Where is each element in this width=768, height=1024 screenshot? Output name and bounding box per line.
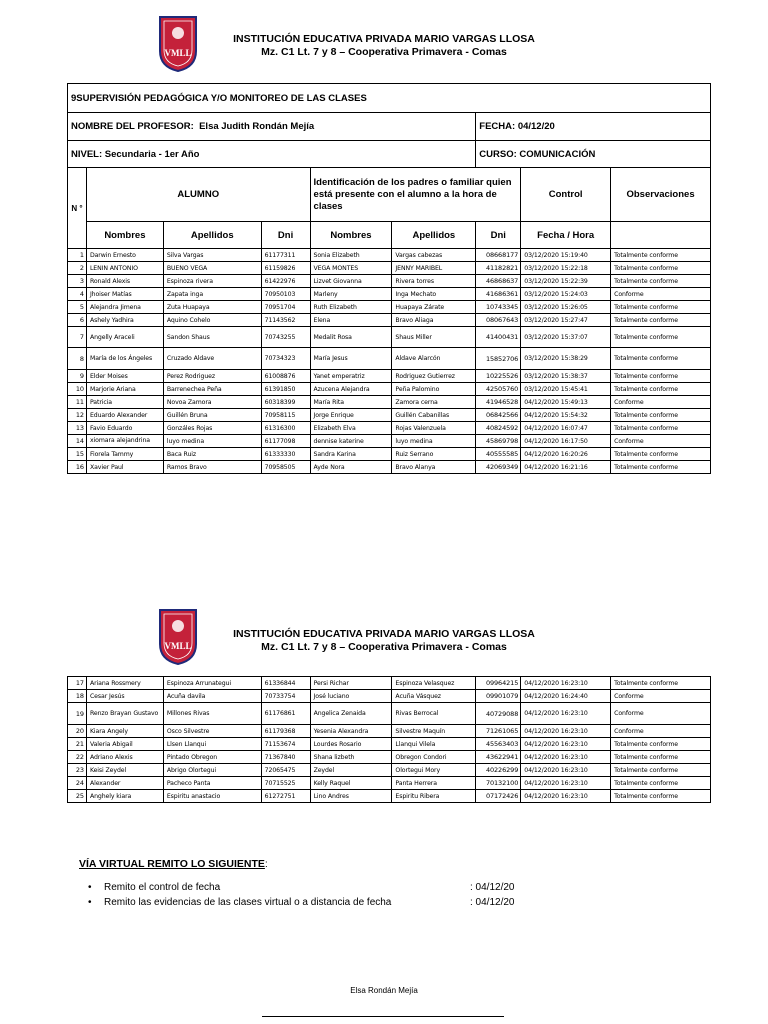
table-cell: Silvestre Maquín	[392, 725, 476, 738]
table-cell: María de los Ángeles	[86, 348, 163, 370]
table-cell: 19	[68, 703, 87, 725]
table-row	[68, 790, 711, 803]
table-cell: 03/12/2020 15:38:29	[521, 348, 611, 370]
column-apellidos: Apellidos	[163, 222, 261, 249]
table-cell: Yesenia Alexandra	[310, 725, 392, 738]
table-cell: Totalmente conforme	[611, 448, 711, 461]
table-cell: 08067643	[476, 314, 521, 327]
table-cell: 04/12/2020 16:23:10	[521, 764, 611, 777]
table-cell: Totalmente conforme	[611, 249, 711, 262]
table-cell: Alexander	[86, 777, 163, 790]
column-observaciones: Observaciones	[611, 168, 711, 222]
table-cell: Millones Rivas	[163, 703, 261, 725]
table-cell: 61272751	[261, 790, 310, 803]
table-cell: Shana lizbeth	[310, 751, 392, 764]
table-row	[68, 383, 711, 396]
level-row	[68, 141, 476, 168]
course-value: COMUNICACIÓN	[519, 148, 596, 160]
column-alumno: ALUMNO	[86, 168, 310, 222]
table-cell: María Jesus	[310, 348, 392, 370]
table-cell: Rojas Valenzuela	[392, 422, 476, 435]
table-cell: Totalmente conforme	[611, 327, 711, 348]
table-cell: 04/12/2020 16:23:10	[521, 751, 611, 764]
table-cell: dennise katerine	[310, 435, 392, 448]
table-cell: Pintado Obregon	[163, 751, 261, 764]
table-cell: 25	[68, 790, 87, 803]
table-cell: 04/12/2020 16:07:47	[521, 422, 611, 435]
table-cell: Espiritu anastacio	[163, 790, 261, 803]
monitoring-table	[67, 83, 711, 474]
teacher-row	[68, 113, 476, 141]
institution-address: Mz. C1 Lt. 7 y 8 – Cooperativa Primavera - Comas	[261, 46, 507, 58]
table-cell: Totalmente conforme	[611, 751, 711, 764]
table-cell: Bravo Aliaga	[392, 314, 476, 327]
table-cell: 43622941	[476, 751, 521, 764]
table-cell: 07172426	[476, 790, 521, 803]
column-parent-nombres: Nombres	[310, 222, 392, 249]
table-cell: 03/12/2020 15:22:18	[521, 262, 611, 275]
table-cell: Conforme	[611, 703, 711, 725]
table-cell: Cruzado Aldave	[163, 348, 261, 370]
table-cell: luyo medina	[392, 435, 476, 448]
table-cell: Angelica Zenaida	[310, 703, 392, 725]
table-cell: 60318399	[261, 396, 310, 409]
table-row	[68, 396, 711, 409]
table-cell: Guillén Bruna	[163, 409, 261, 422]
table-cell: 04/12/2020 16:20:26	[521, 448, 611, 461]
table-cell: Pacheco Panta	[163, 777, 261, 790]
table-cell: Darwin Ernesto	[86, 249, 163, 262]
table-cell: Lourdes Rosario	[310, 738, 392, 751]
table-cell: Inga Mechato	[392, 288, 476, 301]
table-cell: José luciano	[310, 690, 392, 703]
table-cell: 15852706	[476, 348, 521, 370]
table-cell: 61177311	[261, 249, 310, 262]
table-row	[68, 327, 711, 348]
table-cell: Obregon Condori	[392, 751, 476, 764]
table-cell: Conforme	[611, 725, 711, 738]
teacher-label: NOMBRE DEL PROFESOR:	[71, 121, 194, 132]
table-cell: 04/12/2020 16:17:50	[521, 435, 611, 448]
table-cell: xiomara alejandrina	[86, 435, 163, 448]
table-cell: Totalmente conforme	[611, 790, 711, 803]
table-cell: Huapaya Zárate	[392, 301, 476, 314]
level-label: NIVEL:	[71, 148, 103, 160]
table-cell: María Rita	[310, 396, 392, 409]
table-cell: 04/12/2020 16:24:40	[521, 690, 611, 703]
table-cell: 10743345	[476, 301, 521, 314]
table-row	[68, 435, 711, 448]
table-cell: Totalmente conforme	[611, 409, 711, 422]
table-cell: 09964215	[476, 677, 521, 690]
table-row	[68, 370, 711, 383]
table-cell: 12	[68, 409, 87, 422]
table-cell: Llanqui Vilela	[392, 738, 476, 751]
table-row	[68, 751, 711, 764]
table-cell: Aldave Alarcón	[392, 348, 476, 370]
table-cell: Zuta Huapaya	[163, 301, 261, 314]
table-cell: 24	[68, 777, 87, 790]
table-cell: 41686361	[476, 288, 521, 301]
table-cell: Sonia Elizabeth	[310, 249, 392, 262]
table-cell: 04/12/2020 16:23:10	[521, 725, 611, 738]
table-cell: 71367840	[261, 751, 310, 764]
bullet-icon: •	[88, 897, 92, 908]
table-row	[68, 777, 711, 790]
table-cell: Vargas cabezas	[392, 249, 476, 262]
table-cell: Olortegui Mory	[392, 764, 476, 777]
table-cell: Totalmente conforme	[611, 314, 711, 327]
table-cell: 3	[68, 275, 87, 288]
table-cell: 41946528	[476, 396, 521, 409]
table-cell: 15	[68, 448, 87, 461]
table-cell: 70950103	[261, 288, 310, 301]
table-cell: 61391850	[261, 383, 310, 396]
table-cell: Keisi Zeydel	[86, 764, 163, 777]
monitoring-table-continued	[67, 676, 711, 803]
table-cell: Elena	[310, 314, 392, 327]
table-cell: 20	[68, 725, 87, 738]
table-cell: Espinoza rivera	[163, 275, 261, 288]
column-number: N °	[68, 168, 87, 249]
table-cell: 03/12/2020 15:22:39	[521, 275, 611, 288]
table-cell: 5	[68, 301, 87, 314]
table-cell: Totalmente conforme	[611, 262, 711, 275]
table-cell: Patricia	[86, 396, 163, 409]
date-label: FECHA:	[479, 121, 516, 132]
table-cell: 61176861	[261, 703, 310, 725]
institution-name: INSTITUCIÓN EDUCATIVA PRIVADA MARIO VARGAS LLOSA	[233, 628, 535, 640]
table-cell: 41400431	[476, 327, 521, 348]
table-cell: Azucena Alejandra	[310, 383, 392, 396]
table-cell: 04/12/2020 16:23:10	[521, 777, 611, 790]
table-cell: Conforme	[611, 396, 711, 409]
table-cell: 70958505	[261, 461, 310, 474]
table-row	[68, 690, 711, 703]
table-cell: Zapata inga	[163, 288, 261, 301]
table-cell: 13	[68, 422, 87, 435]
table-cell: Perez Rodriguez	[163, 370, 261, 383]
table-cell: Rivas Berrocal	[392, 703, 476, 725]
table-cell: 61177098	[261, 435, 310, 448]
table-cell: 70958115	[261, 409, 310, 422]
table-row	[68, 422, 711, 435]
table-cell: 03/12/2020 15:27:47	[521, 314, 611, 327]
table-row	[68, 348, 711, 370]
table-cell: Angelly Araceli	[86, 327, 163, 348]
table-cell: Ronald Alexis	[86, 275, 163, 288]
table-cell: 03/12/2020 15:24:03	[521, 288, 611, 301]
table-cell: Ashely Yadhira	[86, 314, 163, 327]
institution-name: INSTITUCIÓN EDUCATIVA PRIVADA MARIO VARGAS LLOSA	[233, 33, 535, 45]
table-cell: 21	[68, 738, 87, 751]
list-item: • Remito el control de fecha : 04/12/20	[88, 882, 515, 893]
table-cell: 09901079	[476, 690, 521, 703]
table-cell: 70132100	[476, 777, 521, 790]
table-cell: Cesar Jesús	[86, 690, 163, 703]
table-cell: 40824592	[476, 422, 521, 435]
table-cell: 10225526	[476, 370, 521, 383]
table-cell: Lino Andres	[310, 790, 392, 803]
table-cell: Yanet emperatriz	[310, 370, 392, 383]
table-cell: 04/12/2020 16:23:10	[521, 790, 611, 803]
table-cell: Totalmente conforme	[611, 383, 711, 396]
table-row	[68, 764, 711, 777]
school-crest-icon	[158, 15, 198, 73]
signature-name: Elsa Rondán Mejía	[350, 986, 418, 995]
table-cell: Zeydel	[310, 764, 392, 777]
table-cell: Ramos Bravo	[163, 461, 261, 474]
table-cell: Rodriguez Gutierrez	[392, 370, 476, 383]
table-cell: 45869798	[476, 435, 521, 448]
table-cell: Peña Palomino	[392, 383, 476, 396]
table-cell: Totalmente conforme	[611, 677, 711, 690]
table-cell: 46868637	[476, 275, 521, 288]
table-cell: 03/12/2020 15:26:05	[521, 301, 611, 314]
virtual-heading: VÍA VIRTUAL REMITO LO SIGUIENTE:	[79, 858, 268, 870]
table-cell: Anghely kiara	[86, 790, 163, 803]
table-cell: Bravo Alanya	[392, 461, 476, 474]
table-cell: Totalmente conforme	[611, 738, 711, 751]
table-cell: Conforme	[611, 690, 711, 703]
virtual-heading-text: VÍA VIRTUAL REMITO LO SIGUIENTE	[79, 858, 265, 870]
table-cell: Gonzáles Rojas	[163, 422, 261, 435]
table-cell: BUENO VEGA	[163, 262, 261, 275]
table-row	[68, 249, 711, 262]
table-cell: Valeria Abigail	[86, 738, 163, 751]
table-cell: Fiorela Tammy	[86, 448, 163, 461]
column-observaciones-sub	[611, 222, 711, 249]
table-cell: Sandon Shaus	[163, 327, 261, 348]
table-cell: 18	[68, 690, 87, 703]
table-cell: 08668177	[476, 249, 521, 262]
table-row	[68, 703, 711, 725]
table-cell: Kiara Angely	[86, 725, 163, 738]
course-label: CURSO:	[479, 148, 517, 160]
table-cell: Totalmente conforme	[611, 777, 711, 790]
table-cell: Xavier Paul	[86, 461, 163, 474]
table-cell: 4	[68, 288, 87, 301]
table-cell: 10	[68, 383, 87, 396]
table-cell: Totalmente conforme	[611, 348, 711, 370]
table-cell: Guillén Cabanillas	[392, 409, 476, 422]
table-row	[68, 409, 711, 422]
table-cell: Lizvet Giovanna	[310, 275, 392, 288]
date-value: 04/12/20	[517, 121, 555, 132]
table-cell: 61336844	[261, 677, 310, 690]
table-cell: Totalmente conforme	[611, 461, 711, 474]
svg-text:VMLL: VMLL	[164, 641, 192, 651]
table-cell: Novoa Zamora	[163, 396, 261, 409]
table-cell: Acuña Vásquez	[392, 690, 476, 703]
table-cell: Silva Vargas	[163, 249, 261, 262]
table-cell: Ariana Rossmery	[86, 677, 163, 690]
table-row	[68, 288, 711, 301]
table-row	[68, 314, 711, 327]
table-cell: 70951704	[261, 301, 310, 314]
table-cell: 06842566	[476, 409, 521, 422]
table-cell: Totalmente conforme	[611, 301, 711, 314]
table-cell: 03/12/2020 15:45:41	[521, 383, 611, 396]
table-cell: 42505760	[476, 383, 521, 396]
table-cell: 7	[68, 327, 87, 348]
table-cell: 61008876	[261, 370, 310, 383]
school-crest-icon	[158, 608, 198, 666]
table-cell: luyo medina	[163, 435, 261, 448]
table-cell: Jorge Enrique	[310, 409, 392, 422]
table-cell: Acuña davila	[163, 690, 261, 703]
table-cell: 04/12/2020 15:49:13	[521, 396, 611, 409]
table-cell: 40226299	[476, 764, 521, 777]
table-cell: 40729088	[476, 703, 521, 725]
table-cell: Espinoza Velasquez	[392, 677, 476, 690]
column-nombres: Nombres	[86, 222, 163, 249]
svg-text:VMLL: VMLL	[164, 48, 192, 58]
table-cell: 04/12/2020 16:21:16	[521, 461, 611, 474]
table-cell: LENIN ANTONIO	[86, 262, 163, 275]
column-padres: Identificación de los padres o familiar quien está presente con el alumno a la hora de clases	[310, 168, 521, 222]
list-item: • Remito las evidencias de las clases virtual o a distancia de fecha : 04/12/20	[88, 897, 515, 908]
table-cell: 70715525	[261, 777, 310, 790]
table-cell: Adriano Alexis	[86, 751, 163, 764]
table-cell: 61316300	[261, 422, 310, 435]
table-cell: 45563403	[476, 738, 521, 751]
table-cell: 03/12/2020 15:38:37	[521, 370, 611, 383]
table-cell: 2	[68, 262, 87, 275]
form-title: 9SUPERVISIÓN PEDAGÓGICA Y/O MONITOREO DE LAS CLASES	[68, 84, 711, 113]
table-cell: Aquino Cohelo	[163, 314, 261, 327]
table-cell: Marleny	[310, 288, 392, 301]
table-cell: 71261065	[476, 725, 521, 738]
table-cell: Totalmente conforme	[611, 370, 711, 383]
table-cell: 42069349	[476, 461, 521, 474]
teacher-value: Elsa Judith Rondán Mejía	[199, 121, 315, 132]
table-cell: Zamora cerna	[392, 396, 476, 409]
table-cell: Abrigo Olortegui	[163, 764, 261, 777]
table-cell: Favio Eduardo	[86, 422, 163, 435]
table-cell: Totalmente conforme	[611, 275, 711, 288]
column-dni: Dni	[261, 222, 310, 249]
table-cell: Rivera torres	[392, 275, 476, 288]
table-cell: 61333330	[261, 448, 310, 461]
table-cell: 9	[68, 370, 87, 383]
table-cell: 16	[68, 461, 87, 474]
table-cell: Totalmente conforme	[611, 422, 711, 435]
table-cell: 70733754	[261, 690, 310, 703]
table-cell: 23	[68, 764, 87, 777]
table-cell: Totalmente conforme	[611, 764, 711, 777]
column-parent-apellidos: Apellidos	[392, 222, 476, 249]
table-cell: Shaus Miller	[392, 327, 476, 348]
table-row	[68, 461, 711, 474]
table-cell: 70743255	[261, 327, 310, 348]
table-cell: Alejandra Jimena	[86, 301, 163, 314]
table-cell: Osco Silvestre	[163, 725, 261, 738]
virtual-list	[88, 882, 548, 912]
table-cell: 14	[68, 435, 87, 448]
table-row	[68, 275, 711, 288]
table-cell: Panta Herrera	[392, 777, 476, 790]
bullet-icon: •	[88, 882, 92, 893]
table-cell: 41182821	[476, 262, 521, 275]
table-cell: Conforme	[611, 435, 711, 448]
column-control: Control	[521, 168, 611, 222]
table-cell: 17	[68, 677, 87, 690]
table-cell: 61179368	[261, 725, 310, 738]
table-cell: Renzo Brayan Gustavo	[86, 703, 163, 725]
table-cell: 70734323	[261, 348, 310, 370]
table-cell: Jhoiser Matías	[86, 288, 163, 301]
table-cell: Ruth Elizabeth	[310, 301, 392, 314]
table-cell: Ayde Nora	[310, 461, 392, 474]
table-cell: 04/12/2020 15:54:32	[521, 409, 611, 422]
course-row	[476, 141, 711, 168]
table-row	[68, 738, 711, 751]
table-cell: 6	[68, 314, 87, 327]
table-cell: 03/12/2020 15:37:07	[521, 327, 611, 348]
table-cell: 61422976	[261, 275, 310, 288]
table-row	[68, 725, 711, 738]
table-cell: Baca Ruiz	[163, 448, 261, 461]
signature-line	[262, 1016, 504, 1017]
table-cell: Barrenechea Peña	[163, 383, 261, 396]
table-cell: 1	[68, 249, 87, 262]
table-cell: Llsen Llanqui	[163, 738, 261, 751]
table-cell: VEGA MONTES	[310, 262, 392, 275]
table-cell: 72065475	[261, 764, 310, 777]
table-cell: 71143562	[261, 314, 310, 327]
table-row	[68, 262, 711, 275]
table-cell: 04/12/2020 16:23:10	[521, 677, 611, 690]
table-cell: Elizabeth Elva	[310, 422, 392, 435]
table-cell: 40555585	[476, 448, 521, 461]
table-cell: 22	[68, 751, 87, 764]
table-cell: 8	[68, 348, 87, 370]
table-cell: Persi Richar	[310, 677, 392, 690]
table-cell: 04/12/2020 16:23:10	[521, 738, 611, 751]
table-cell: JENNY MARIBEL	[392, 262, 476, 275]
table-cell: Medalit Rosa	[310, 327, 392, 348]
table-cell: Kelly Raquel	[310, 777, 392, 790]
table-cell: 11	[68, 396, 87, 409]
table-cell: Espinoza Arrunategui	[163, 677, 261, 690]
institution-address: Mz. C1 Lt. 7 y 8 – Cooperativa Primavera - Comas	[261, 641, 507, 653]
table-row	[68, 448, 711, 461]
table-cell: Elder Moises	[86, 370, 163, 383]
table-cell: 71153674	[261, 738, 310, 751]
table-cell: Espiritu Ribera	[392, 790, 476, 803]
table-cell: Ruiz Serrano	[392, 448, 476, 461]
table-row	[68, 301, 711, 314]
table-cell: Marjorie Ariana	[86, 383, 163, 396]
table-cell: 61159826	[261, 262, 310, 275]
table-cell: Conforme	[611, 288, 711, 301]
table-cell: Eduardo Alexander	[86, 409, 163, 422]
column-fecha-hora: Fecha / Hora	[521, 222, 611, 249]
table-cell: 04/12/2020 16:23:10	[521, 703, 611, 725]
table-cell: 03/12/2020 15:19:40	[521, 249, 611, 262]
column-parent-dni: Dni	[476, 222, 521, 249]
table-row	[68, 677, 711, 690]
table-cell: Sandra Karina	[310, 448, 392, 461]
date-row	[476, 113, 711, 141]
level-value: Secundaria - 1er Año	[104, 148, 200, 160]
